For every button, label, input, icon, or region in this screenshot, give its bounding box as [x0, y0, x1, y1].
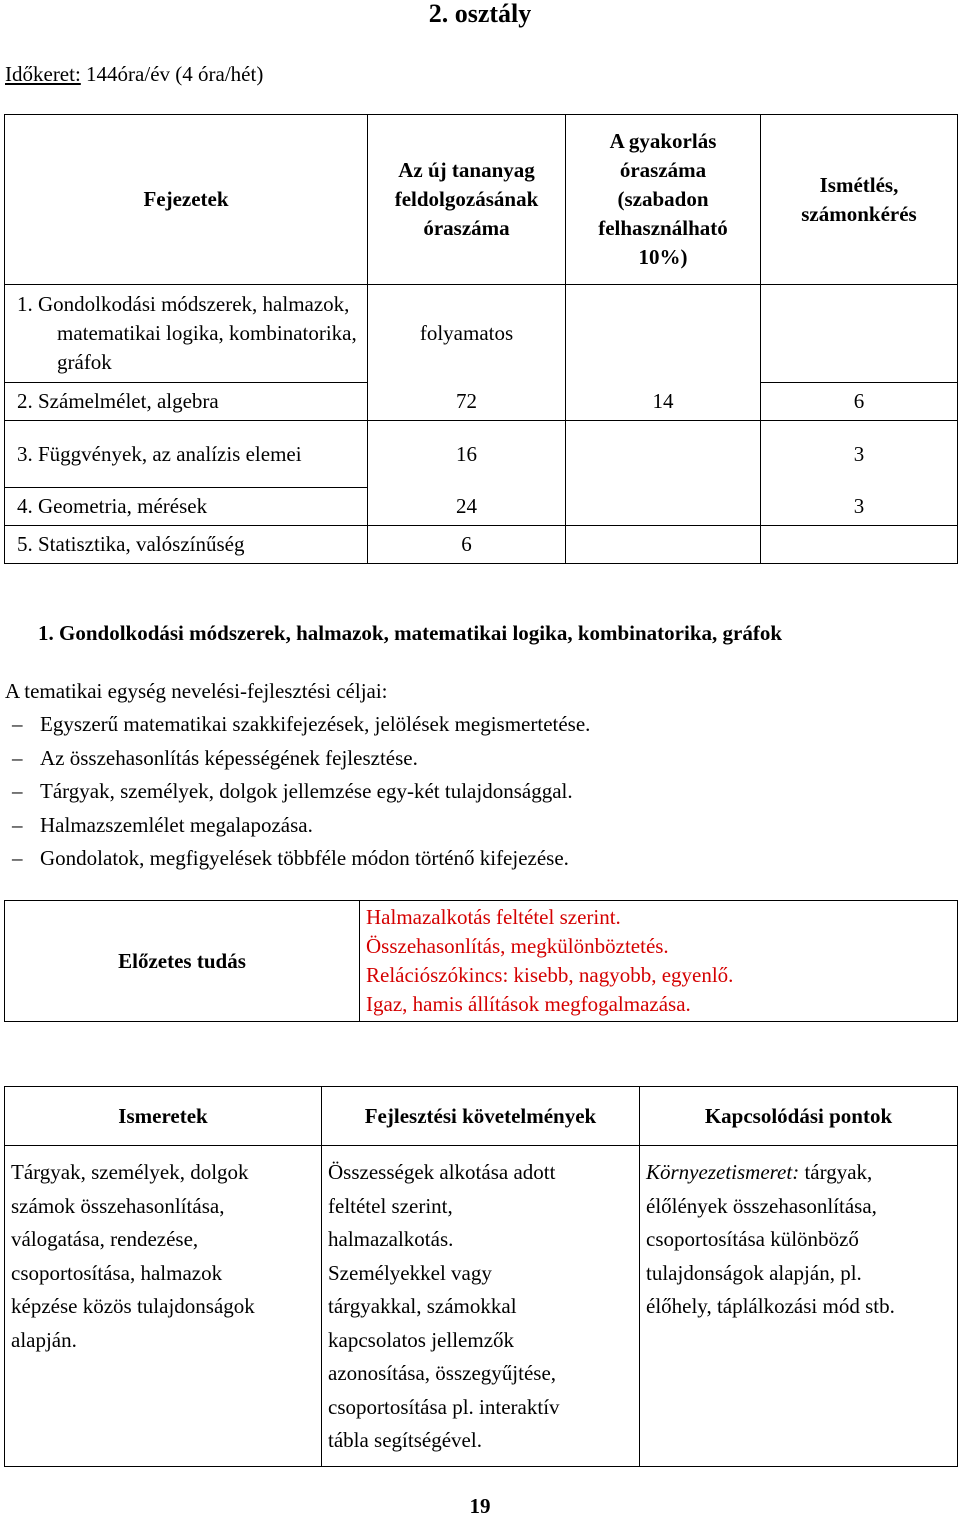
- header-new-material: Az új tananyag feldolgozásának óraszáma: [368, 115, 566, 285]
- empty-cell: [566, 285, 761, 383]
- chapter-name: 1. Gondolkodási módszerek, halmazok, matematikai logika, kombinatorika, gráfok: [17, 292, 357, 374]
- goals-list: [12, 708, 590, 876]
- text-line: tulajdonságok alapján, pl.: [646, 1260, 862, 1285]
- hours-allocation-table: [4, 114, 958, 564]
- empty-cell: [761, 526, 958, 564]
- text-line: alapján.: [11, 1327, 77, 1352]
- bullet: –: [12, 779, 23, 803]
- goal-text: Halmazszemlélet megalapozása.: [40, 812, 313, 837]
- text-line: halmazalkotás.: [328, 1227, 454, 1251]
- continuous-cell: folyamatos: [368, 285, 566, 383]
- header-practice: A gyakorlás óraszáma (szabadon felhasználható 10%): [566, 115, 761, 285]
- new-hours: 24: [368, 488, 566, 526]
- page-number: 19: [469, 1494, 491, 1518]
- header-connections: Kapcsolódási pontok: [640, 1087, 958, 1146]
- text-line: számok összehasonlítása,: [11, 1193, 225, 1218]
- timeframe-value: 144óra/év (4 óra/hét): [86, 62, 264, 86]
- header-knowledge: Ismeretek: [5, 1087, 322, 1146]
- new-hours: 72: [368, 383, 566, 421]
- text-line: kapcsolatos jellemzők: [328, 1327, 515, 1352]
- text-line: tárgyakkal, számokkal: [328, 1294, 517, 1318]
- section-title: 1. Gondolkodási módszerek, halmazok, matematikai logika, kombinatorika, gráfok: [38, 621, 783, 645]
- bullet: –: [12, 846, 23, 870]
- prior-knowledge-label: Előzetes tudás: [5, 901, 360, 1022]
- goal-text: Az összehasonlítás képességének fejlesztése.: [40, 745, 418, 770]
- header-requirements: Fejlesztési követelmények: [322, 1087, 640, 1146]
- goals-heading: A tematikai egység nevelési-fejlesztési céljai:: [5, 679, 388, 703]
- table-row: [5, 383, 958, 421]
- chapter-name: 2. Számelmélet, algebra: [5, 383, 368, 421]
- new-hours: 16: [368, 421, 566, 488]
- bullet: –: [12, 745, 23, 770]
- empty-cell: [761, 285, 958, 383]
- bullet: –: [12, 712, 23, 736]
- table-row: [5, 421, 958, 488]
- text-line: azonosítása, összegyűjtése,: [328, 1361, 557, 1385]
- knowledge-cell: [5, 1146, 322, 1467]
- prior-line: Összehasonlítás, megkülönböztetés.: [366, 934, 669, 958]
- text-line: Tárgyak, személyek, dolgok: [11, 1160, 249, 1184]
- prior-line: Igaz, hamis állítások megfogalmazása.: [366, 992, 691, 1016]
- chapter-name: 3. Függvények, az analízis elemei: [17, 441, 302, 466]
- table-row: [5, 488, 958, 526]
- chapter-name: 4. Geometria, mérések: [5, 488, 368, 526]
- prior-knowledge-table: [4, 900, 958, 1022]
- empty-cell: [566, 526, 761, 564]
- review-hours: 3: [761, 421, 958, 488]
- text-line: Személyekkel vagy: [328, 1260, 492, 1285]
- text-line: feltétel szerint,: [328, 1193, 453, 1218]
- bullet: –: [12, 812, 23, 837]
- text-line: [646, 1156, 951, 1190]
- content-table: [4, 1086, 958, 1467]
- text-line: csoportosítása pl. interaktív: [328, 1394, 560, 1419]
- timeframe-label: Időkeret:: [5, 62, 81, 86]
- prior-line: Halmazalkotás feltétel szerint.: [366, 905, 621, 929]
- text-span: tárgyak,: [799, 1160, 873, 1184]
- goal-text: Egyszerű matematikai szakkifejezések, jelölések megismertetése.: [40, 712, 591, 736]
- empty-cell: [566, 488, 761, 526]
- requirements-cell: [322, 1146, 640, 1467]
- header-review: Ismétlés, számonkérés: [761, 115, 958, 285]
- new-hours: 6: [368, 526, 566, 564]
- chapter-cell: [5, 421, 368, 488]
- list-item: [12, 842, 590, 876]
- review-hours: 3: [761, 488, 958, 526]
- text-line: tábla segítségével.: [328, 1428, 482, 1452]
- prior-line: Relációszókincs: kisebb, nagyobb, egyenlő.: [366, 963, 734, 987]
- text-line: képzése közös tulajdonságok: [11, 1294, 255, 1318]
- text-line: csoportosítása, halmazok: [11, 1260, 223, 1285]
- text-line: válogatása, rendezése,: [11, 1227, 199, 1251]
- text-line: Összességek alkotása adott: [328, 1160, 556, 1184]
- table-row: [5, 285, 958, 383]
- chapter-cell: [5, 285, 368, 383]
- connections-cell: [640, 1146, 958, 1467]
- goal-text: Gondolatok, megfigyelések többféle módon történő kifejezése.: [40, 846, 569, 870]
- list-item: [12, 742, 590, 776]
- text-line: élőlények összehasonlítása,: [646, 1193, 877, 1218]
- prior-knowledge-content: [360, 901, 958, 1022]
- practice-hours: 14: [566, 383, 761, 421]
- goal-text: Tárgyak, személyek, dolgok jellemzése egy-két tulajdonsággal.: [40, 779, 573, 803]
- subject-name: Környezetismeret:: [646, 1160, 800, 1184]
- grade-title: 2. osztály: [428, 0, 532, 28]
- table-row: [5, 526, 958, 564]
- list-item: [12, 708, 590, 742]
- chapter-name: 5. Statisztika, valószínűség: [5, 526, 368, 564]
- empty-cell: [566, 421, 761, 488]
- text-line: csoportosítása különböző: [646, 1227, 859, 1251]
- header-chapters: Fejezetek: [5, 115, 368, 285]
- timeframe: [5, 60, 263, 88]
- list-item: [12, 775, 590, 809]
- review-hours: 6: [761, 383, 958, 421]
- list-item: [12, 809, 590, 843]
- text-line: élőhely, táplálkozási mód stb.: [646, 1294, 895, 1318]
